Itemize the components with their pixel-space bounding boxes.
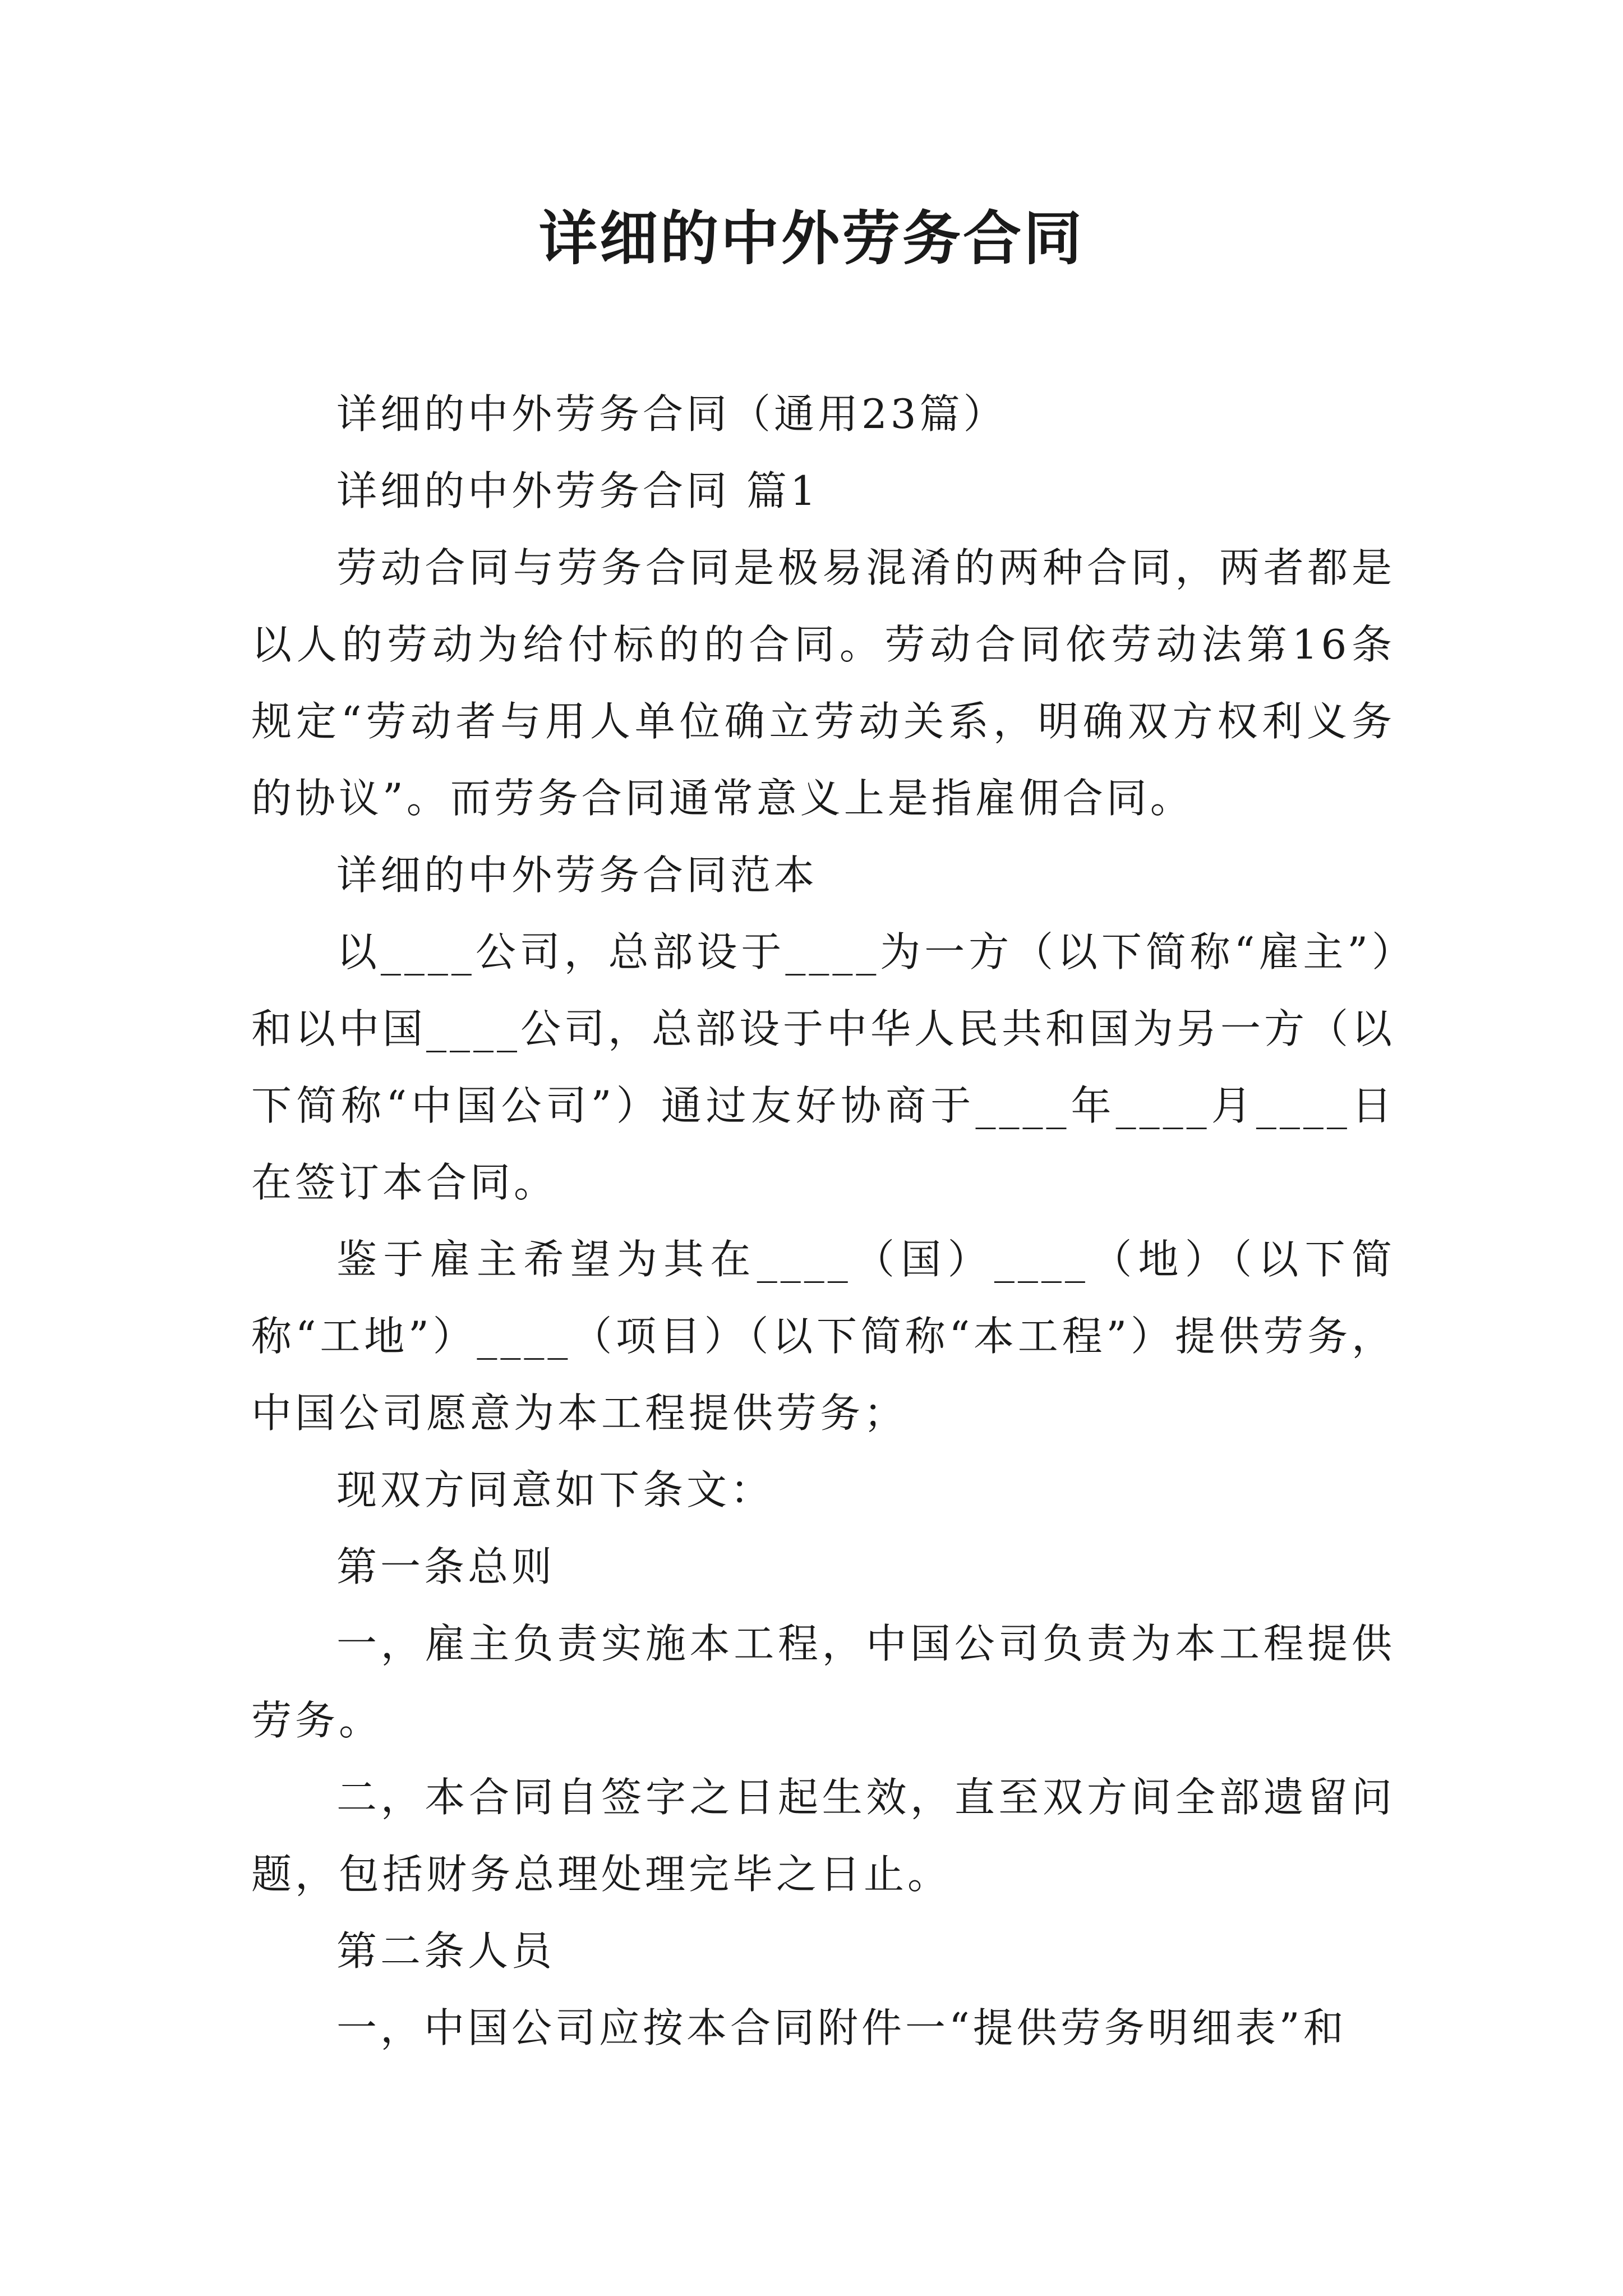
- document-title: 详细的中外劳务合同: [538, 204, 1084, 273]
- paragraph-whereas: 鉴于雇主希望为其在____（国）____（地）（以下简称“工地”）____（项目）（以下简称“本工程”）提供劳务，中国公司愿意为本工程提供劳务；: [251, 1236, 1395, 1437]
- paragraph-template-heading: 详细的中外劳务合同范本: [336, 852, 818, 899]
- paragraph-parties: 以____公司，总部设于____为一方（以下简称“雇主”）和以中国____公司，总部设于中华人民共和国为另一方（以下简称“中国公司”）通过友好协商于____年____月____日在签订本合同。: [251, 928, 1396, 1206]
- paragraph-section-heading: 详细的中外劳务合同 篇1: [336, 467, 819, 514]
- paragraph-intro: 劳动合同与劳务合同是极易混淆的两种合同，两者都是以人的劳动为给付标的的合同。劳动合同依劳动法第16条规定“劳动者与用人单位确立劳动关系，明确双方权利义务的协议”。而劳务合同通常意义上是指雇佣合同。: [251, 544, 1395, 822]
- paragraph-agreement: 现双方同意如下条文：: [336, 1466, 774, 1513]
- paragraph-article-2-heading: 第二条人员: [336, 1927, 556, 1975]
- document-body: [251, 376, 1395, 2067]
- paragraph-subtitle: 详细的中外劳务合同（通用23篇）: [336, 390, 1007, 438]
- paragraph-article-1-heading: 第一条总则: [336, 1543, 556, 1590]
- paragraph-article-2-clause-1: 一，中国公司应按本合同附件一“提供劳务明细表”和: [336, 2004, 1347, 2051]
- paragraph-article-1-clause-1: 一，雇主负责实施本工程，中国公司负责为本工程提供劳务。: [251, 1620, 1395, 1744]
- paragraph-article-1-clause-2: 二，本合同自签字之日起生效，直至双方间全部遗留问题，包括财务总理处理完毕之日止。: [251, 1774, 1395, 1898]
